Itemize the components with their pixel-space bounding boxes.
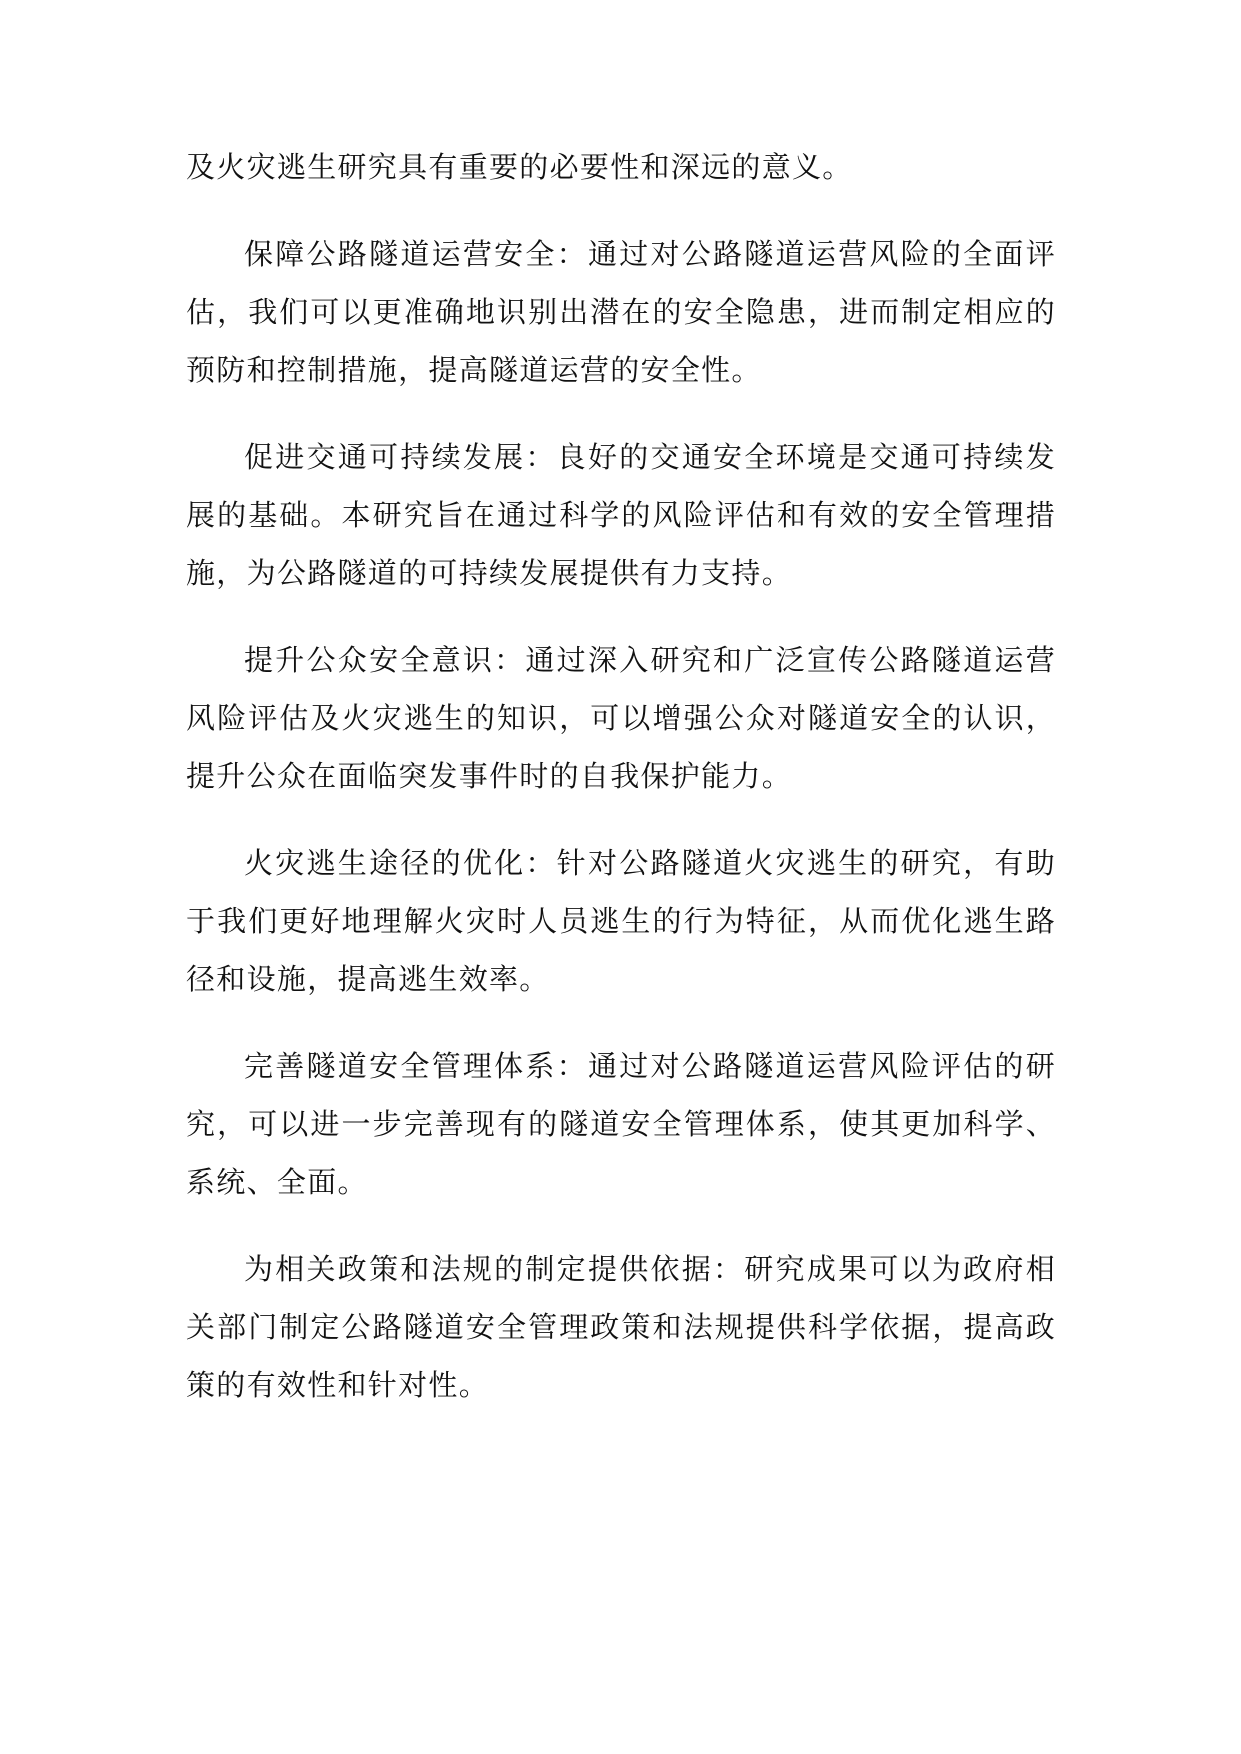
paragraph-tunnel-operation-safety: 保障公路隧道运营安全：通过对公路隧道运营风险的全面评估，我们可以更准确地识别出潜在的安全隐患，进而制定相应的预防和控制措施，提高隧道运营的安全性。 [186, 237, 1056, 387]
paragraph-continuation: 及火灾逃生研究具有重要的必要性和深远的意义。 [186, 150, 853, 184]
paragraph-public-safety-awareness: 提升公众安全意识：通过深入研究和广泛宣传公路隧道运营风险评估及火灾逃生的知识，可以增强公众对隧道安全的认识，提升公众在面临突发事件时的自我保护能力。 [186, 643, 1056, 793]
paragraph-safety-management-system: 完善隧道安全管理体系：通过对公路隧道运营风险评估的研究，可以进一步完善现有的隧道安全管理体系，使其更加科学、系统、全面。 [186, 1049, 1056, 1199]
paragraph-policy-basis: 为相关政策和法规的制定提供依据：研究成果可以为政府相关部门制定公路隧道安全管理政策和法规提供科学依据，提高政策的有效性和针对性。 [186, 1252, 1056, 1402]
paragraph-escape-route-optimization: 火灾逃生途径的优化：针对公路隧道火灾逃生的研究，有助于我们更好地理解火灾时人员逃生的行为特征，从而优化逃生路径和设施，提高逃生效率。 [186, 846, 1056, 996]
paragraph-sustainable-transport: 促进交通可持续发展：良好的交通安全环境是交通可持续发展的基础。本研究旨在通过科学的风险评估和有效的安全管理措施，为公路隧道的可持续发展提供有力支持。 [186, 440, 1056, 590]
document-body [186, 138, 1056, 1443]
